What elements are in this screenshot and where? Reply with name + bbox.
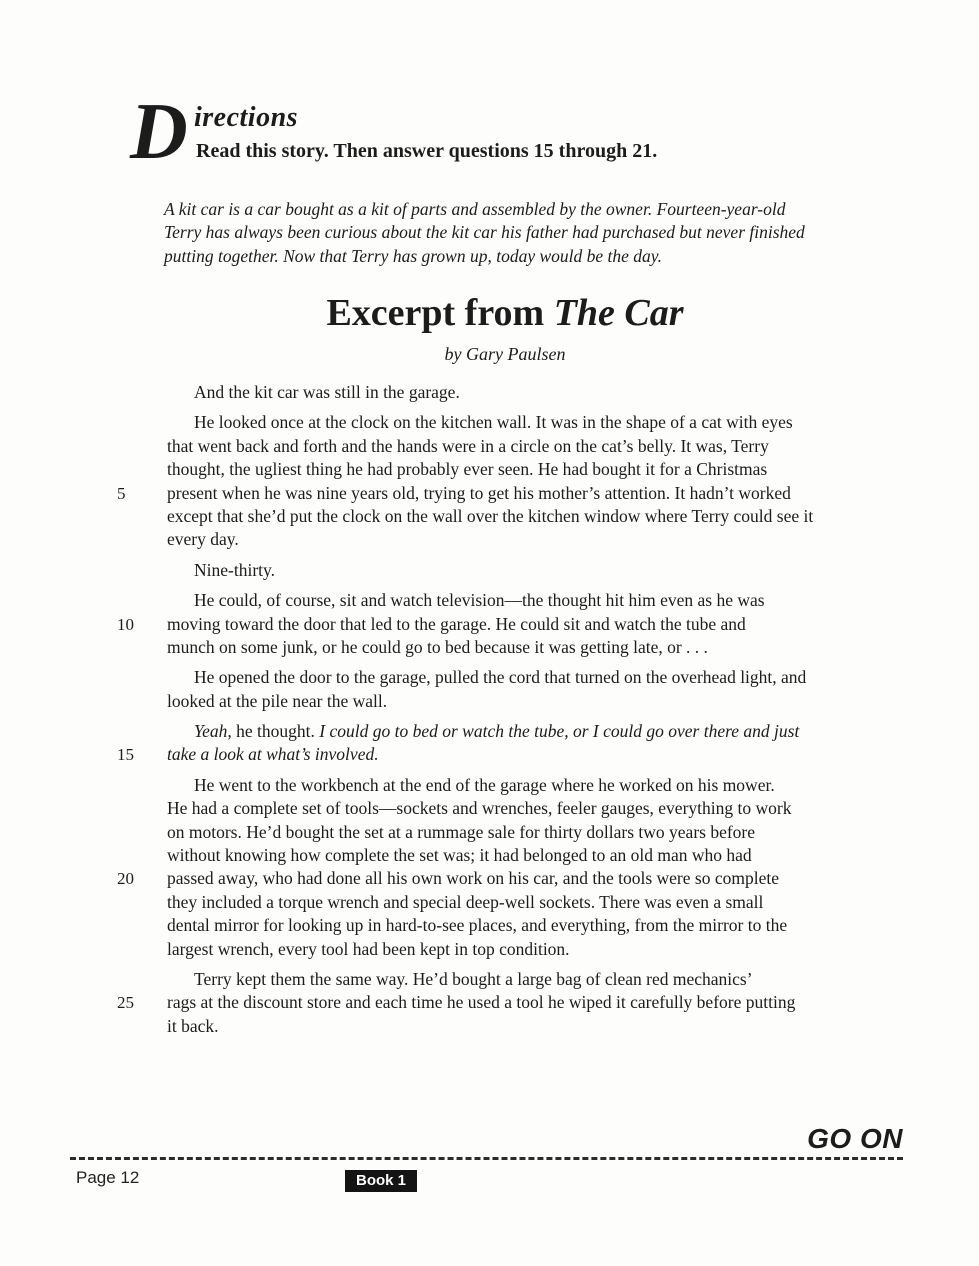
text-segment: moving toward the door that led to the garage. He could sit and watch the tube and: [167, 613, 746, 634]
text-segment: it back.: [167, 1015, 219, 1036]
passage-line: [167, 938, 927, 961]
paragraph: [117, 411, 927, 551]
passage-line: [167, 914, 927, 937]
paragraph: [117, 968, 927, 1038]
text-segment: Nine-thirty.: [194, 559, 275, 580]
text-segment: Terry kept them the same way. He’d bought a large bag of clean red mechanics’: [194, 968, 753, 989]
passage-line: [167, 844, 927, 867]
line-number: 20: [117, 869, 134, 889]
paragraph: [167, 559, 927, 582]
go-on-label: GO ON: [807, 1123, 903, 1154]
passage-line: [167, 458, 927, 481]
intro-line: Terry has always been curious about the kit car his father had purchased but never finished: [164, 222, 805, 243]
paragraph: [167, 666, 927, 713]
passage-line: [167, 505, 927, 528]
text-segment: He had a complete set of tools—sockets and wrenches, feeler gauges, everything to work: [167, 798, 792, 819]
passage-line: [117, 482, 927, 505]
passage-line: [167, 636, 927, 659]
text-segment: except that she’d put the clock on the wall over the kitchen window where Terry could see it: [167, 505, 814, 526]
text-segment: munch on some junk, or he could go to bed because it was getting late, or . . .: [167, 636, 708, 657]
text-segment: that went back and forth and the hands were in a circle on the cat’s belly. It was, Terry: [167, 435, 769, 456]
paragraph: [117, 774, 927, 961]
text-segment: take a look at what’s involved.: [167, 744, 379, 765]
text-segment: present when he was nine years old, trying to get his mother’s attention. It hadn’t worked: [167, 482, 791, 503]
text-segment: without knowing how complete the set was; it had belonged to an old man who had: [167, 845, 752, 866]
passage-line: [167, 968, 927, 991]
text-segment: Yeah,: [194, 721, 232, 742]
passage-line: [117, 743, 927, 766]
text-segment: on motors. He’d bought the set at a rummage sale for thirty dollars two years before: [167, 821, 756, 842]
title-block: [30, 292, 979, 365]
text-segment: he thought.: [231, 721, 320, 742]
passage-line: [167, 666, 927, 689]
text-segment: He could, of course, sit and watch television—the thought hit him even as he was: [194, 590, 765, 611]
passage-line: [167, 891, 927, 914]
text-segment: thought, the ugliest thing he had probably ever seen. He had bought it for a Christmas: [167, 459, 768, 480]
paragraph: [117, 720, 927, 767]
text-segment: dental mirror for looking up in hard-to-see places, and everything, from the mirror to the: [167, 915, 788, 936]
text-segment: And the kit car was still in the garage.: [194, 382, 460, 402]
line-number: 10: [117, 614, 134, 634]
passage-line: [167, 720, 927, 743]
passage-line: [167, 381, 927, 404]
passage-line: [167, 435, 927, 458]
passage-line: [117, 613, 927, 636]
passage-line: [167, 690, 927, 713]
intro-line: A kit car is a car bought as a kit of parts and assembled by the owner. Fourteen-year-old: [164, 199, 786, 219]
footer-dashed-rule: [70, 1157, 903, 1160]
passage-line: [167, 774, 927, 797]
passage-line: [167, 1015, 927, 1038]
intro-line: putting together. Now that Terry has grown up, today would be the day.: [164, 245, 662, 266]
line-number: 15: [117, 745, 134, 765]
story-title-prefix: Excerpt from: [326, 292, 545, 334]
paragraph: [167, 381, 927, 404]
text-segment: passed away, who had done all his own work on his car, and the tools were so complete: [167, 868, 779, 889]
directions-drop-cap: D: [130, 88, 188, 176]
passage-line: [167, 559, 927, 582]
line-number: 25: [117, 993, 134, 1013]
passage-line: [167, 528, 927, 551]
directions-heading: irections: [194, 102, 299, 133]
story-title-work: The Car: [553, 292, 684, 334]
passage-line: [167, 797, 927, 820]
text-segment: largest wrench, every tool had been kept in top condition.: [167, 938, 570, 959]
text-segment: He looked once at the clock on the kitchen wall. It was in the shape of a cat with eyes: [194, 412, 793, 433]
book-badge: Book 1: [345, 1170, 417, 1192]
intro-summary: [164, 198, 904, 268]
text-segment: He opened the door to the garage, pulled the cord that turned on the overhead light, and: [194, 667, 807, 688]
story-title: [30, 292, 979, 336]
text-segment: I could go to bed or watch the tube, or I could go over there and just: [319, 721, 800, 742]
paragraph: [117, 589, 927, 659]
text-segment: every day.: [167, 529, 239, 550]
passage-line: [117, 867, 927, 890]
passage-line: [167, 589, 927, 612]
directions-instruction: Read this story. Then answer questions 15 through 21.: [196, 140, 658, 162]
page-number: Page 12: [76, 1168, 140, 1187]
line-number: 5: [117, 483, 126, 503]
text-segment: rags at the discount store and each time he used a tool he wiped it carefully before putting: [167, 992, 796, 1013]
passage-line: [117, 991, 927, 1014]
text-segment: looked at the pile near the wall.: [167, 690, 388, 711]
passage: [117, 381, 927, 1045]
text-segment: He went to the workbench at the end of the garage where he worked on his mower.: [194, 774, 775, 795]
passage-line: [167, 411, 927, 434]
passage-line: [167, 821, 927, 844]
text-segment: they included a torque wrench and special deep-well sockets. There was even a small: [167, 891, 764, 912]
byline: by Gary Paulsen: [444, 343, 566, 364]
